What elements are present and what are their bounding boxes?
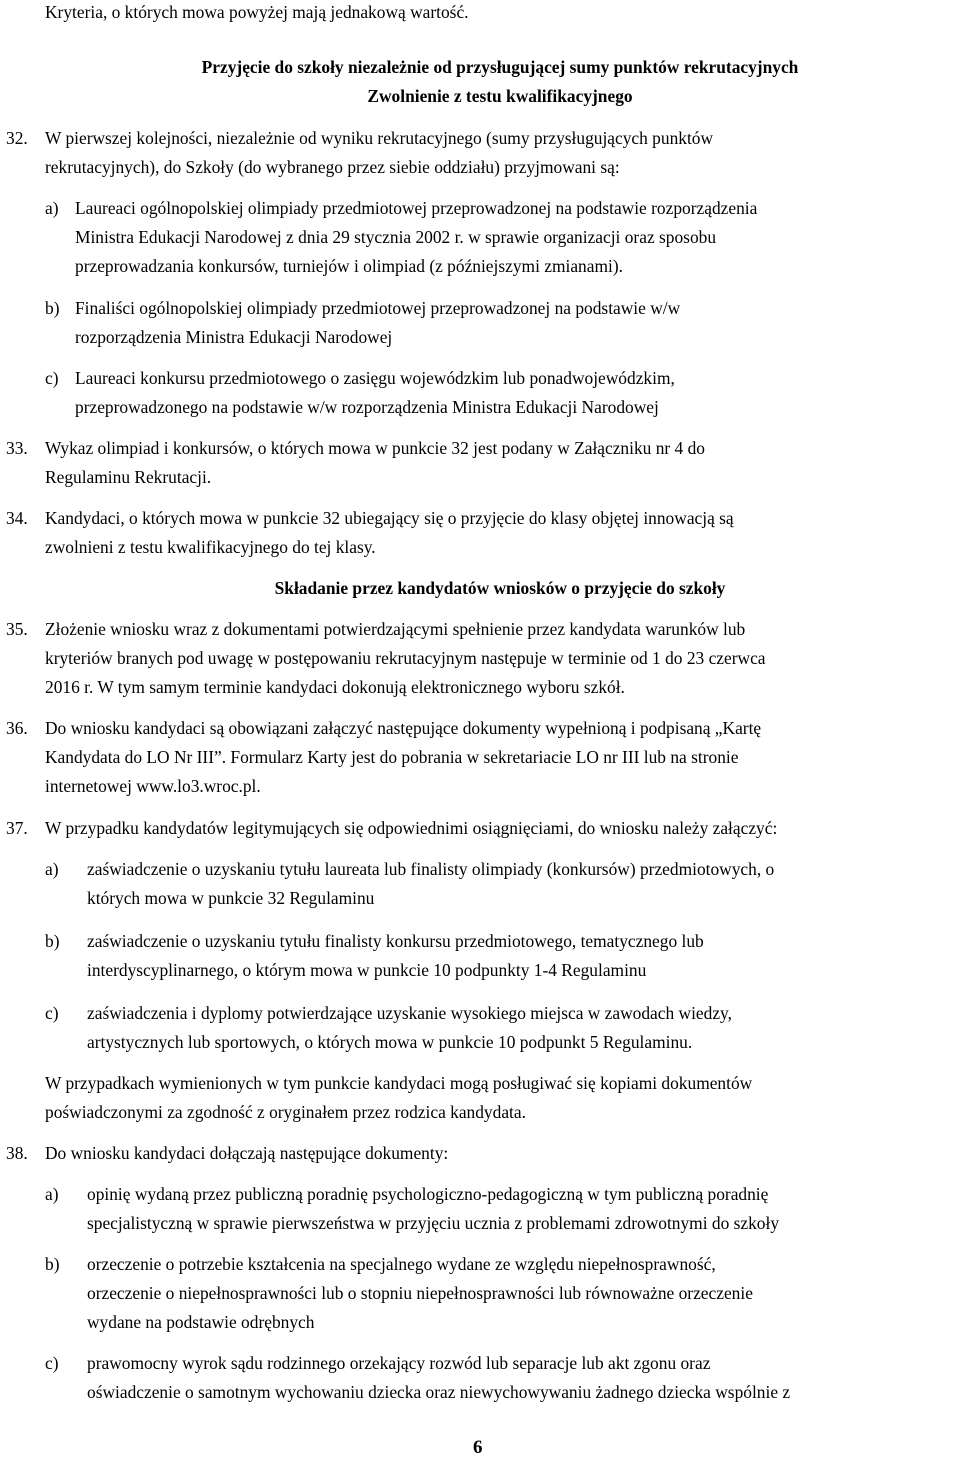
paragraph-line: zwolnieni z testu kwalifikacyjnego do tej klasy. <box>45 537 376 557</box>
item-line: oświadczenie o samotnym wychowaniu dziecka oraz niewychowywaniu żadnego dziecka wspólnie z <box>87 1382 791 1402</box>
intro-text: Kryteria, o których mowa powyżej mają jednakową wartość. <box>45 2 469 22</box>
paragraph-number: 32. <box>6 128 28 148</box>
item-letter: a) <box>45 198 59 218</box>
item-line: Laureaci ogólnopolskiej olimpiady przedmiotowej przeprowadzonej na podstawie rozporządzenia <box>75 198 758 218</box>
item-letter: b) <box>45 931 60 951</box>
item-letter: b) <box>45 1254 60 1274</box>
paragraph-line: W przypadku kandydatów legitymujących się odpowiednimi osiągnięciami, do wniosku należy załączyć: <box>45 818 778 838</box>
item-line: artystycznych lub sportowych, o których mowa w punkcie 10 podpunkt 5 Regulaminu. <box>87 1032 693 1052</box>
paragraph-line: W przypadkach wymienionych w tym punkcie kandydaci mogą posługiwać się kopiami dokumentów <box>45 1073 753 1093</box>
item-line: wydane na podstawie odrębnych <box>87 1312 315 1332</box>
item-line: zaświadczenia i dyplomy potwierdzające uzyskanie wysokiego miejsca w zawodach wiedzy, <box>87 1003 732 1023</box>
paragraph-number: 34. <box>6 508 28 528</box>
section-heading: Przyjęcie do szkoły niezależnie od przysługującej sumy punktów rekrutacyjnych <box>201 57 799 77</box>
paragraph-line: internetowej www.lo3.wroc.pl. <box>45 776 261 796</box>
paragraph-line: Kandydata do LO Nr III”. Formularz Karty jest do pobrania w sekretariacie LO nr III lub na stronie <box>45 747 739 767</box>
paragraph-line: rekrutacyjnych), do Szkoły (do wybranego przez siebie oddziału) przyjmowani są: <box>45 157 620 177</box>
item-letter: a) <box>45 859 59 879</box>
paragraph-line: 2016 r. W tym samym terminie kandydaci dokonują elektronicznego wyboru szkół. <box>45 677 625 697</box>
item-line: opinię wydaną przez publiczną poradnię psychologiczno-pedagogiczną w tym publiczną poradnię <box>87 1184 769 1204</box>
item-line: orzeczenie o potrzebie kształcenia na specjalnego wydane ze względu niepełnosprawność, <box>87 1254 716 1274</box>
item-line: Finaliści ogólnopolskiej olimpiady przedmiotowej przeprowadzonej na podstawie w/w <box>75 298 681 318</box>
paragraph-number: 33. <box>6 438 28 458</box>
item-line: prawomocny wyrok sądu rodzinnego orzekający rozwód lub separacje lub akt zgonu oraz <box>87 1353 711 1373</box>
page-number: 6 <box>473 1437 483 1458</box>
item-line: przeprowadzonego na podstawie w/w rozporządzenia Ministra Edukacji Narodowej <box>75 397 659 417</box>
paragraph-line: Do wniosku kandydaci dołączają następujące dokumenty: <box>45 1143 449 1163</box>
item-letter: c) <box>45 1003 59 1023</box>
item-letter: b) <box>45 298 60 318</box>
paragraph-line: W pierwszej kolejności, niezależnie od wyniku rekrutacyjnego (sumy przysługujących punktów <box>45 128 714 148</box>
item-line: specjalistyczną w sprawie pierwszeństwa w przyjęciu ucznia z problemami zdrowotnymi do szkoły <box>87 1213 780 1233</box>
item-line: zaświadczenie o uzyskaniu tytułu finalisty konkursu przedmiotowego, tematycznego lub <box>87 931 704 951</box>
paragraph-line: kryteriów branych pod uwagę w postępowaniu rekrutacyjnym następuje w terminie od 1 do 23 czerwca <box>45 648 766 668</box>
paragraph-line: Regulaminu Rekrutacji. <box>45 467 212 487</box>
item-line: których mowa w punkcie 32 Regulaminu <box>87 888 375 908</box>
paragraph-number: 35. <box>6 619 28 639</box>
paragraph-line: Kandydaci, o których mowa w punkcie 32 ubiegający się o przyjęcie do klasy objętej innowacją są <box>45 508 734 528</box>
paragraph-line: Złożenie wniosku wraz z dokumentami potwierdzającymi spełnienie przez kandydata warunków lub <box>45 619 746 639</box>
item-letter: a) <box>45 1184 59 1204</box>
paragraph-line: Do wniosku kandydaci są obowiązani załączyć następujące dokumenty wypełnioną i podpisaną „Kartę <box>45 718 762 738</box>
paragraph-number: 36. <box>6 718 28 738</box>
item-line: interdyscyplinarnego, o którym mowa w punkcie 10 podpunkty 1-4 Regulaminu <box>87 960 647 980</box>
paragraph-number: 37. <box>6 818 28 838</box>
item-letter: c) <box>45 368 59 388</box>
paragraph-number: 38. <box>6 1143 28 1163</box>
item-line: orzeczenie o niepełnosprawności lub o stopniu niepełnosprawności lub równoważne orzeczenie <box>87 1283 753 1303</box>
paragraph-line: Wykaz olimpiad i konkursów, o których mowa w punkcie 32 jest podany w Załączniku nr 4 do <box>45 438 705 458</box>
section-heading: Składanie przez kandydatów wniosków o przyjęcie do szkoły <box>274 578 726 598</box>
item-line: zaświadczenie o uzyskaniu tytułu laureata lub finalisty olimpiady (konkursów) przedmiotowych, o <box>87 859 775 879</box>
paragraph-line: poświadczonymi za zgodność z oryginałem przez rodzica kandydata. <box>45 1102 526 1122</box>
item-letter: c) <box>45 1353 59 1373</box>
item-line: przeprowadzania konkursów, turniejów i olimpiad (z późniejszymi zmianami). <box>75 256 623 276</box>
item-line: Ministra Edukacji Narodowej z dnia 29 stycznia 2002 r. w sprawie organizacji oraz sposobu <box>75 227 717 247</box>
item-line: Laureaci konkursu przedmiotowego o zasięgu wojewódzkim lub ponadwojewódzkim, <box>75 368 675 388</box>
item-line: rozporządzenia Ministra Edukacji Narodowej <box>75 327 393 347</box>
section-heading: Zwolnienie z testu kwalifikacyjnego <box>367 86 633 106</box>
